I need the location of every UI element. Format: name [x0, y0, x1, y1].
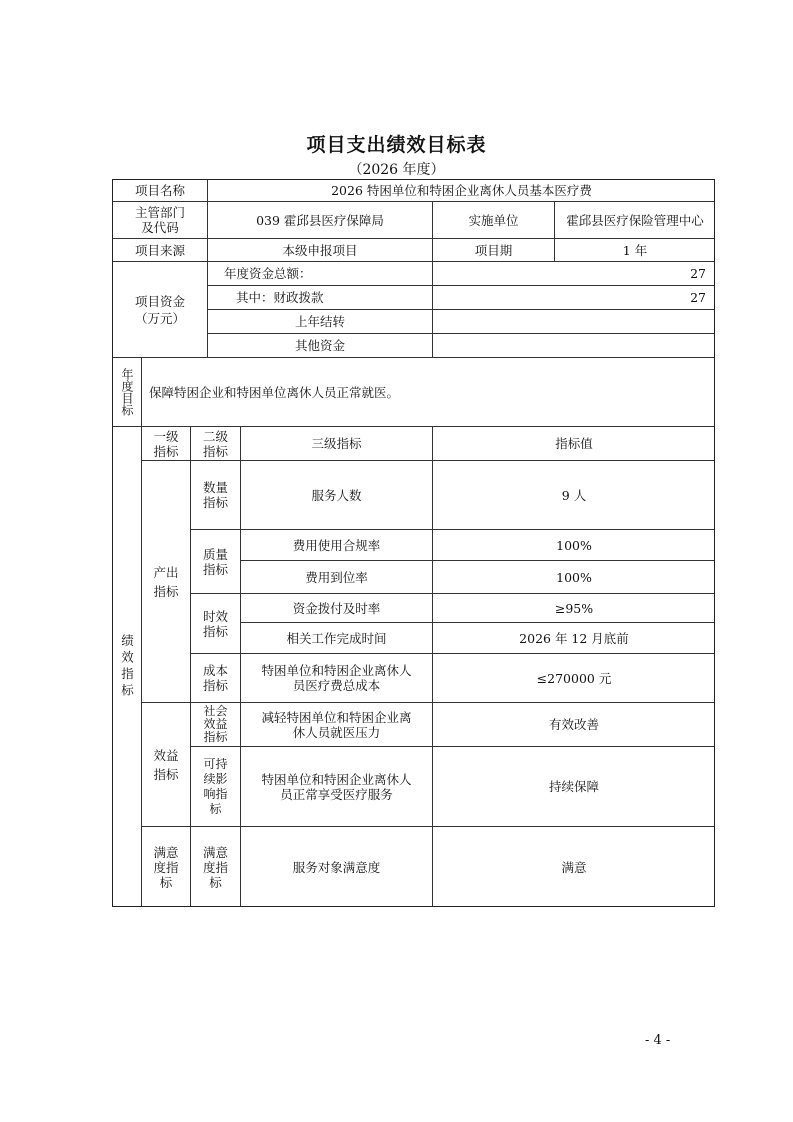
timeliness-item-name-1: 资金拨付及时率 — [240, 593, 432, 622]
page-number: - 4 - — [645, 1033, 671, 1048]
period-value: 1 年 — [554, 238, 715, 261]
funds-total-value: 27 — [432, 261, 715, 285]
sustainable-label: 可持 续影 响指 标 — [190, 746, 240, 826]
quality-label: 质量 指标 — [190, 529, 240, 593]
impl-label: 实施单位 — [432, 201, 554, 238]
indicators-section-label: 绩效指标 — [112, 426, 141, 907]
funds-fiscal-value: 27 — [432, 285, 715, 309]
impl-value: 霍邱县医疗保险管理中心 — [554, 201, 715, 238]
source-value: 本级申报项目 — [207, 238, 432, 261]
sustainable-item-name: 特困单位和特困企业离休人 员正常享受医疗服务 — [240, 746, 432, 826]
quality-item-name-1: 费用使用合规率 — [240, 529, 432, 560]
satisfaction-label: 满意 度指 标 — [141, 826, 190, 907]
cost-item-value: ≤270000 元 — [432, 653, 715, 702]
timeliness-label: 时效 指标 — [190, 593, 240, 653]
funds-other-label: 其他资金 — [207, 333, 432, 357]
funds-carryover-label: 上年结转 — [207, 309, 432, 333]
performance-table — [112, 179, 715, 907]
sustainable-item-value: 持续保障 — [432, 746, 715, 826]
header-level3: 三级指标 — [240, 426, 432, 460]
quantity-item-name: 服务人数 — [240, 460, 432, 529]
cost-label: 成本 指标 — [190, 653, 240, 702]
quality-item-value-1: 100% — [432, 529, 715, 560]
cost-item-name: 特困单位和特困企业离休人 员医疗费总成本 — [240, 653, 432, 702]
funds-carryover-value — [432, 309, 715, 333]
quality-item-name-2: 费用到位率 — [240, 560, 432, 593]
funds-fiscal-label: 其中：财政拨款 — [207, 285, 432, 309]
source-label: 项目来源 — [112, 238, 207, 261]
header-value: 指标值 — [432, 426, 715, 460]
header-level2: 二级 指标 — [190, 426, 240, 460]
timeliness-item-value-1: ≥95% — [432, 593, 715, 622]
satisfaction-item-name: 服务对象满意度 — [240, 826, 432, 907]
social-item-value: 有效改善 — [432, 702, 715, 746]
output-label: 产出 指标 — [141, 460, 190, 702]
quality-item-value-2: 100% — [432, 560, 715, 593]
timeliness-item-name-2: 相关工作完成时间 — [240, 622, 432, 653]
page-title: 项目支出绩效目标表 — [306, 134, 487, 156]
satisfaction-sub-label: 满意 度指 标 — [190, 826, 240, 907]
goal-label: 年度目标 — [112, 357, 141, 426]
satisfaction-item-value: 满意 — [432, 826, 715, 907]
quantity-label: 数量 指标 — [190, 460, 240, 529]
goal-text: 保障特困企业和特困单位离休人员正常就医。 — [141, 357, 715, 426]
dept-value: 039 霍邱县医疗保障局 — [207, 201, 432, 238]
page-subtitle: （2026 年度） — [348, 162, 445, 178]
benefit-label: 效益 指标 — [141, 702, 190, 826]
social-label: 社会 效益 指标 — [190, 702, 240, 746]
name-value: 2026 特困单位和特困企业离休人员基本医疗费 — [207, 179, 715, 201]
funds-label: 项目资金 （万元） — [112, 261, 207, 357]
quantity-item-value: 9 人 — [432, 460, 715, 529]
header-level1: 一级 指标 — [141, 426, 190, 460]
social-item-name: 减轻特困单位和特困企业离 休人员就医压力 — [240, 702, 432, 746]
funds-total-label: 年度资金总额： — [207, 261, 432, 285]
name-label: 项目名称 — [112, 179, 207, 201]
funds-other-value — [432, 333, 715, 357]
dept-label: 主管部门 及代码 — [112, 201, 207, 238]
timeliness-item-value-2: 2026 年 12 月底前 — [432, 622, 715, 653]
period-label: 项目期 — [432, 238, 554, 261]
